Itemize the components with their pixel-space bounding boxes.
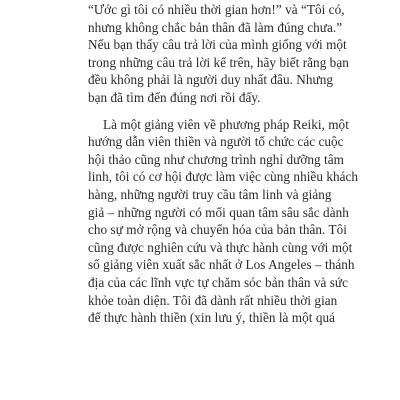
text-line-7: Là một giảng viên về phương pháp Reiki, một (103, 116, 349, 132)
text-line-1: “Ước gì tôi có nhiều thời gian hơn!” và “Tôi có, (88, 2, 345, 17)
text-line-6: bạn đã tìm đến đúng nơi rồi đấy. (88, 90, 261, 105)
text-line-11: hàng, những người truy cầu tâm linh và giảng (88, 187, 332, 202)
text-line-17: khỏe toàn diện. Tôi đã dành rất nhiều thời gian (88, 292, 338, 308)
text-line-13: cho sự mở rộng và chuyển hóa của bản thân. Tôi (88, 222, 347, 238)
text-line-2: nhưng không chắc bản thân đã làm đúng chưa.” (88, 19, 343, 35)
text-line-5: đều không phải là người duy nhất đâu. Nhưng (88, 72, 334, 88)
text-line-8: hướng dẫn viên thiền và người tổ chức các cuộc (88, 134, 344, 150)
text-line-9: hội thảo cũng như chương trình nghỉ dưỡng tâm (88, 151, 344, 167)
text-line-12: giả – những người có mối quan tâm sâu sắc dành (88, 204, 349, 220)
text-line-4: trong những câu trả lời kể trên, hãy biết rằng bạn (88, 54, 349, 70)
text-line-18: để thực hành thiền (xin lưu ý, thiền là một quá (88, 310, 336, 326)
text-line-10: linh, tôi có cơ hội được làm việc cùng nhiều khách (88, 169, 359, 185)
text-line-15: số giảng viên xuất sắc nhất ở Los Angeles – thánh (88, 257, 355, 273)
text-line-14: cũng được nghiên cứu và thực hành cùng với một (88, 239, 353, 255)
text-line-3: Nếu bạn thấy câu trả lời của mình giống với một (88, 37, 347, 53)
text-line-16: địa của các lĩnh vực tự chăm sóc bản thân và sức (88, 275, 349, 290)
